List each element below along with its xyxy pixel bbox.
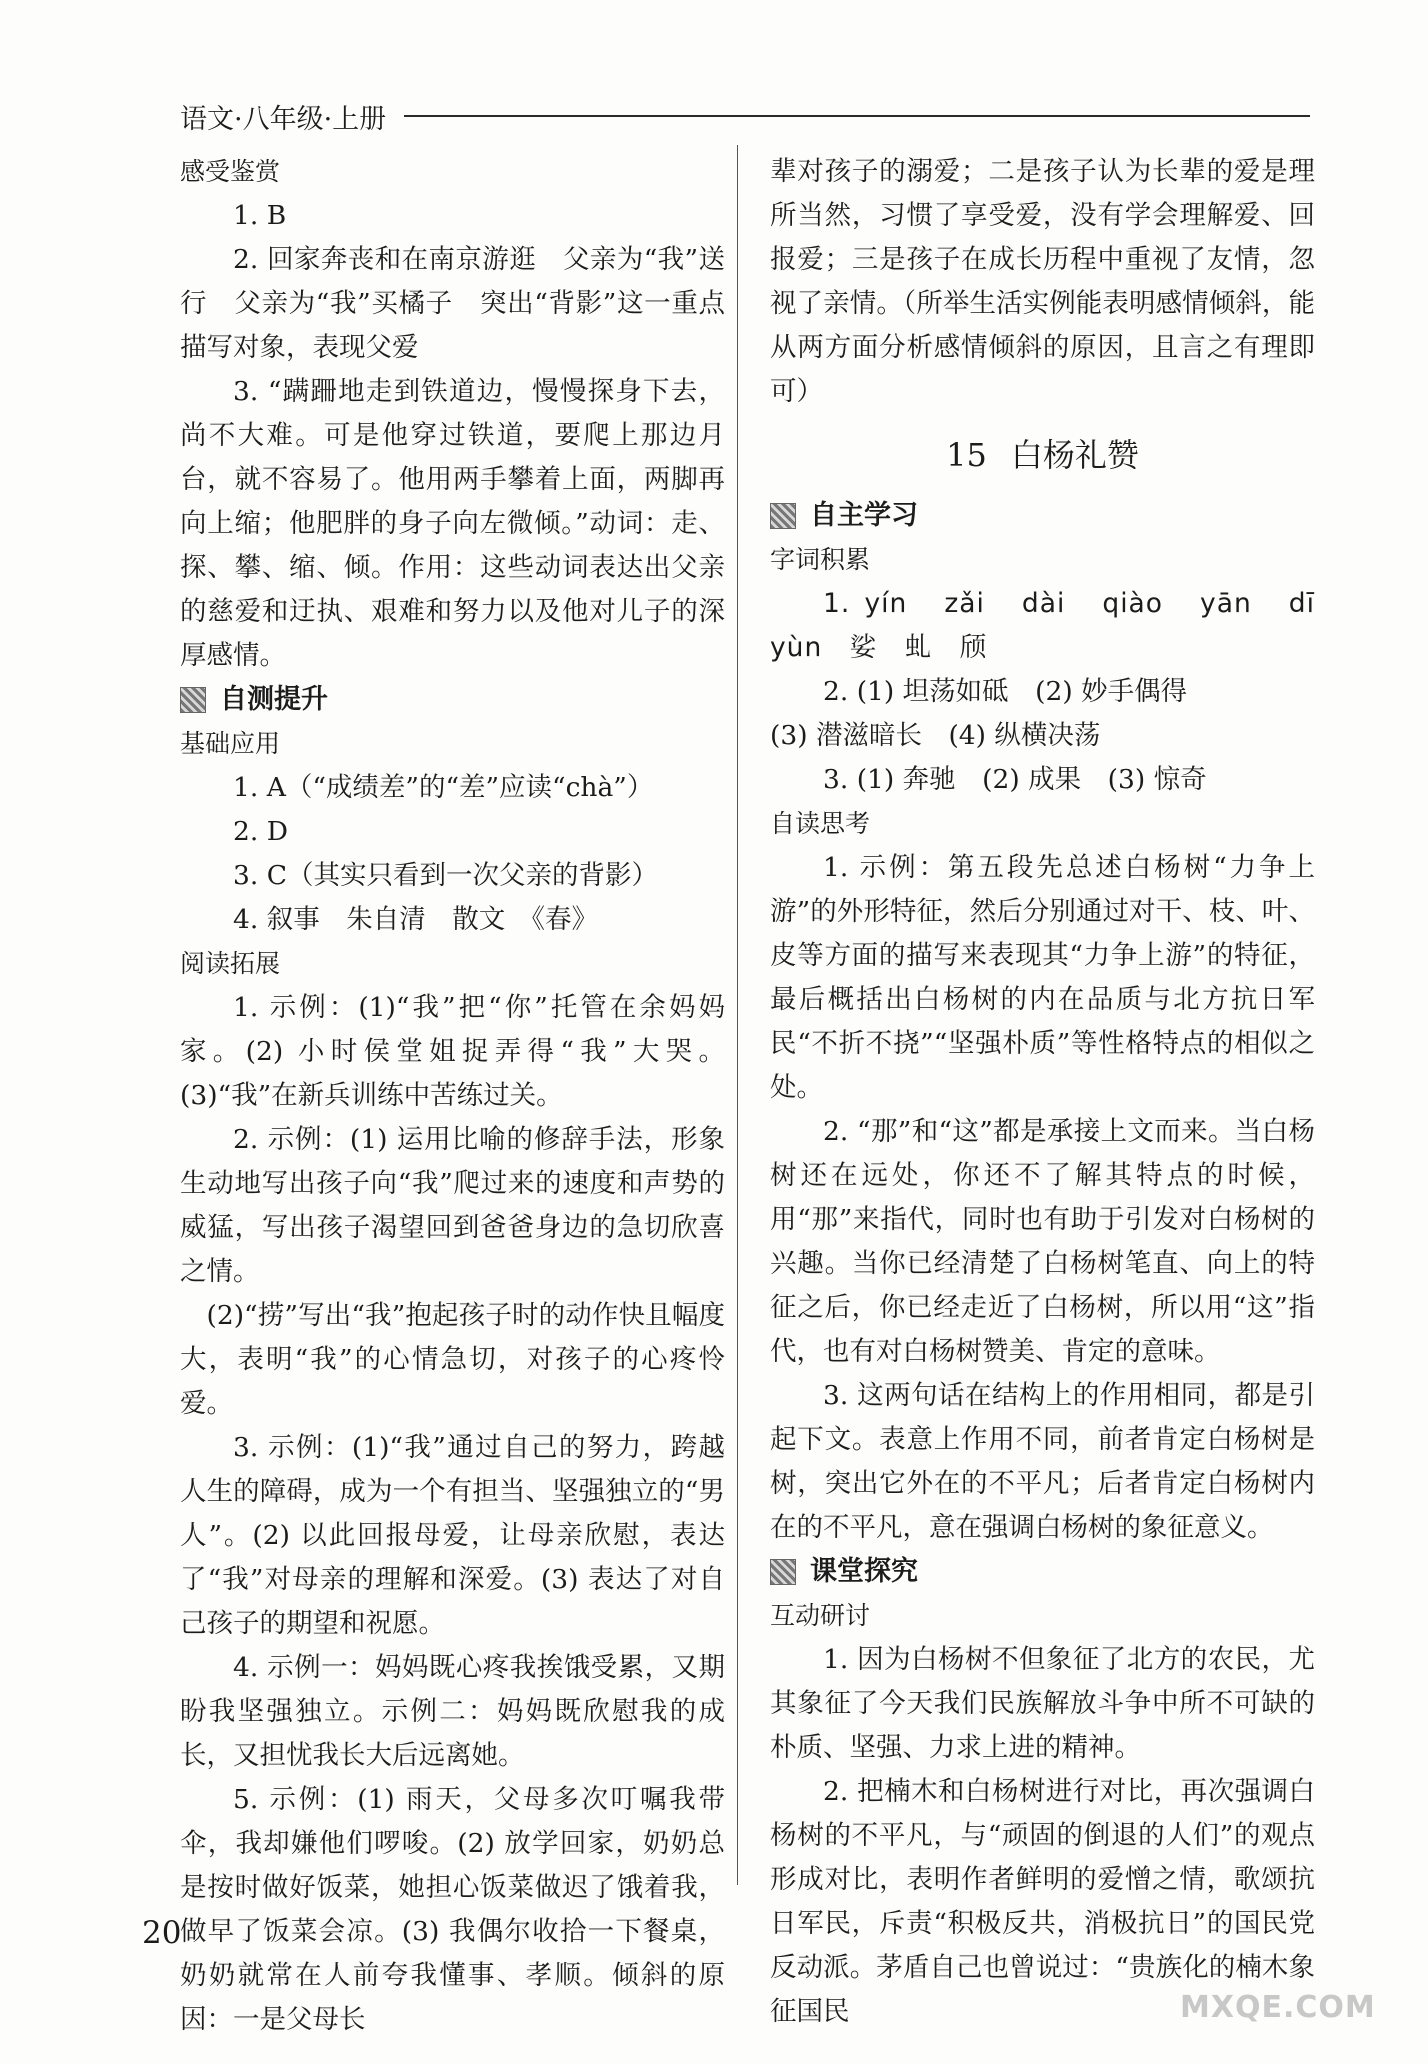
answer-item: 1. 因为白杨树不但象征了北方的农民，尤其象征了今天我们民族解放斗争中所不可缺的朴质、坚强、力求上进的精神。 (770, 1644, 1315, 1763)
answer-item: 5. 示例：(1) 雨天，父母多次叮嘱我带伞，我却嫌他们啰唆。(2) 放学回家，奶奶总是按时做好饭菜，她担心饭菜做迟了饿着我，做早了饭菜会凉。(3) 我偶尔收拾一下餐桌，奶奶就常在人前夸我懂事、孝顺。倾斜的原因：一是父母长 (180, 1784, 725, 2035)
answer-item: 2. (1) 坦荡如砥 (2) 妙手偶得 (823, 676, 1188, 707)
section-marker-icon (770, 503, 796, 529)
answer-item: 3. 这两句话在结构上的作用相同，都是引起下文。表意上作用不同，前者肯定白杨树是树，突出它外在的不平凡；后者肯定白杨树内在的不平凡，意在强调白杨树的象征意义。 (770, 1380, 1315, 1543)
page-number: 20 (142, 1915, 182, 1951)
section-heading-ketang (770, 1550, 1315, 1594)
lesson-number: 15 (946, 436, 987, 474)
section-marker-icon (770, 1559, 796, 1585)
section-title: 自测提升 (220, 684, 328, 715)
book-title: 语文·八年级·上册 (180, 103, 387, 135)
left-column (180, 150, 725, 2042)
answer-item: (3) 潜滋暗长 (4) 纵横决荡 (770, 720, 1101, 751)
subsection-hudong: 互动研讨 (770, 1601, 871, 1630)
answer-item: 2. 把楠木和白杨树进行对比，再次强调白杨树的不平凡，与“顽固的倒退的人们”的观点形成对比，表明作者鲜明的爱憎之情，歌颂抗日军民，斥责“积极反共，消极抗日”的国民党反动派。茅盾自己也曾说过：“贵族化的楠木象征国民 (770, 1776, 1315, 2027)
subsection-ganshou: 感受鉴赏 (180, 157, 281, 186)
answer-item: 1. 示例：第五段先总述白杨树“力争上游”的外形特征，然后分别通过对干、枝、叶、皮等方面的描写来表现其“力争上游”的特征，最后概括出白杨树的内在品质与北方抗日军民“不折不挠”“坚强朴质”等性格特点的相似之处。 (770, 852, 1315, 1103)
section-heading-zizhu (770, 494, 1315, 538)
continuation-text: 辈对孩子的溺爱；二是孩子认为长辈的爱是理所当然，习惯了享受爱，没有学会理解爱、回报爱；三是孩子在成长历程中重视了友情，忽视了亲情。（所举生活实例能表明感情倾斜，能从两方面分析感情倾斜的原因，且言之有理即可） (770, 156, 1315, 407)
answer-item: 3. “蹒跚地走到铁道边，慢慢探身下去，尚不大难。可是他穿过铁道，要爬上那边月台，就不容易了。他用两手攀着上面，两脚再向上缩；他肥胖的身子向左微倾。”动词：走、探、攀、缩、倾。作用：这些动词表达出父亲的慈爱和迂执、艰难和努力以及他对儿子的深厚感情。 (180, 376, 725, 671)
page-header (180, 96, 1310, 136)
answer-item: 2. D (233, 816, 288, 847)
subsection-zidu: 自读思考 (770, 809, 871, 838)
answer-item: 3. C（其实只看到一次父亲的背影） (233, 860, 658, 891)
answer-item: 4. 叙事 朱自清 散文 《春》 (233, 904, 598, 935)
answer-item: 2. “那”和“这”都是承接上文而来。当白杨树还在远处，你还不了解其特点的时候，用“那”来指代，同时也有助于引发对白杨树的兴趣。当你已经清楚了白杨树笔直、向上的特征之后，你已经走近了白杨树，所以用“这”指代，也有对白杨树赞美、肯定的意味。 (770, 1116, 1315, 1367)
header-rule (404, 115, 1310, 117)
answer-item: 1. 示例：(1)“我”把“你”托管在余妈妈家。(2) 小时侯堂姐捉弄得“我”大哭。(3)“我”在新兵训练中苦练过关。 (180, 992, 725, 1111)
lesson-title (770, 422, 1315, 488)
answer-item: 2. 示例：(1) 运用比喻的修辞手法，形象生动地写出孩子向“我”爬过来的速度和声势的威猛，写出孩子渴望回到爸爸身边的急切欣喜之情。 (180, 1124, 725, 1287)
column-divider (737, 145, 738, 1885)
answer-item: 1. yín zǎi dài qiào yān dī yùn 娑 虬 颀 (770, 588, 1343, 663)
section-title: 自主学习 (810, 500, 918, 531)
answer-item: 3. 示例：(1)“我”通过自己的努力，跨越人生的障碍，成为一个有担当、坚强独立的“男人”。(2) 以此回报母爱，让母亲欣慰，表达了“我”对母亲的理解和深爱。(3) 表达了对自己孩子的期望和祝愿。 (180, 1432, 725, 1639)
answer-item: 2. 回家奔丧和在南京游逛 父亲为“我”送行 父亲为“我”买橘子 突出“背影”这一重点描写对象，表现父爱 (180, 244, 725, 363)
answer-item: (2)“捞”写出“我”抱起孩子时的动作快且幅度大，表明“我”的心情急切，对孩子的心疼怜爱。 (180, 1300, 725, 1419)
section-title: 课堂探究 (810, 1556, 918, 1587)
watermark-logo: MXQE.COM (1180, 1990, 1376, 2025)
subsection-yuedu: 阅读拓展 (180, 949, 281, 978)
lesson-name: 白杨礼赞 (1010, 436, 1139, 474)
answer-item: 3. (1) 奔驰 (2) 成果 (3) 惊奇 (823, 764, 1207, 795)
answer-item: 1. B (233, 200, 287, 231)
right-column (770, 150, 1343, 2034)
subsection-ciyu: 字词积累 (770, 545, 871, 574)
section-heading-zice (180, 678, 725, 722)
subsection-jichu: 基础应用 (180, 729, 281, 758)
answer-item: 1. A（“成绩差”的“差”应读“chà”） (233, 772, 654, 803)
answer-item: 4. 示例一：妈妈既心疼我挨饿受累，又期盼我坚强独立。示例二：妈妈既欣慰我的成长，又担忧我长大后远离她。 (180, 1652, 725, 1771)
section-marker-icon (180, 687, 206, 713)
